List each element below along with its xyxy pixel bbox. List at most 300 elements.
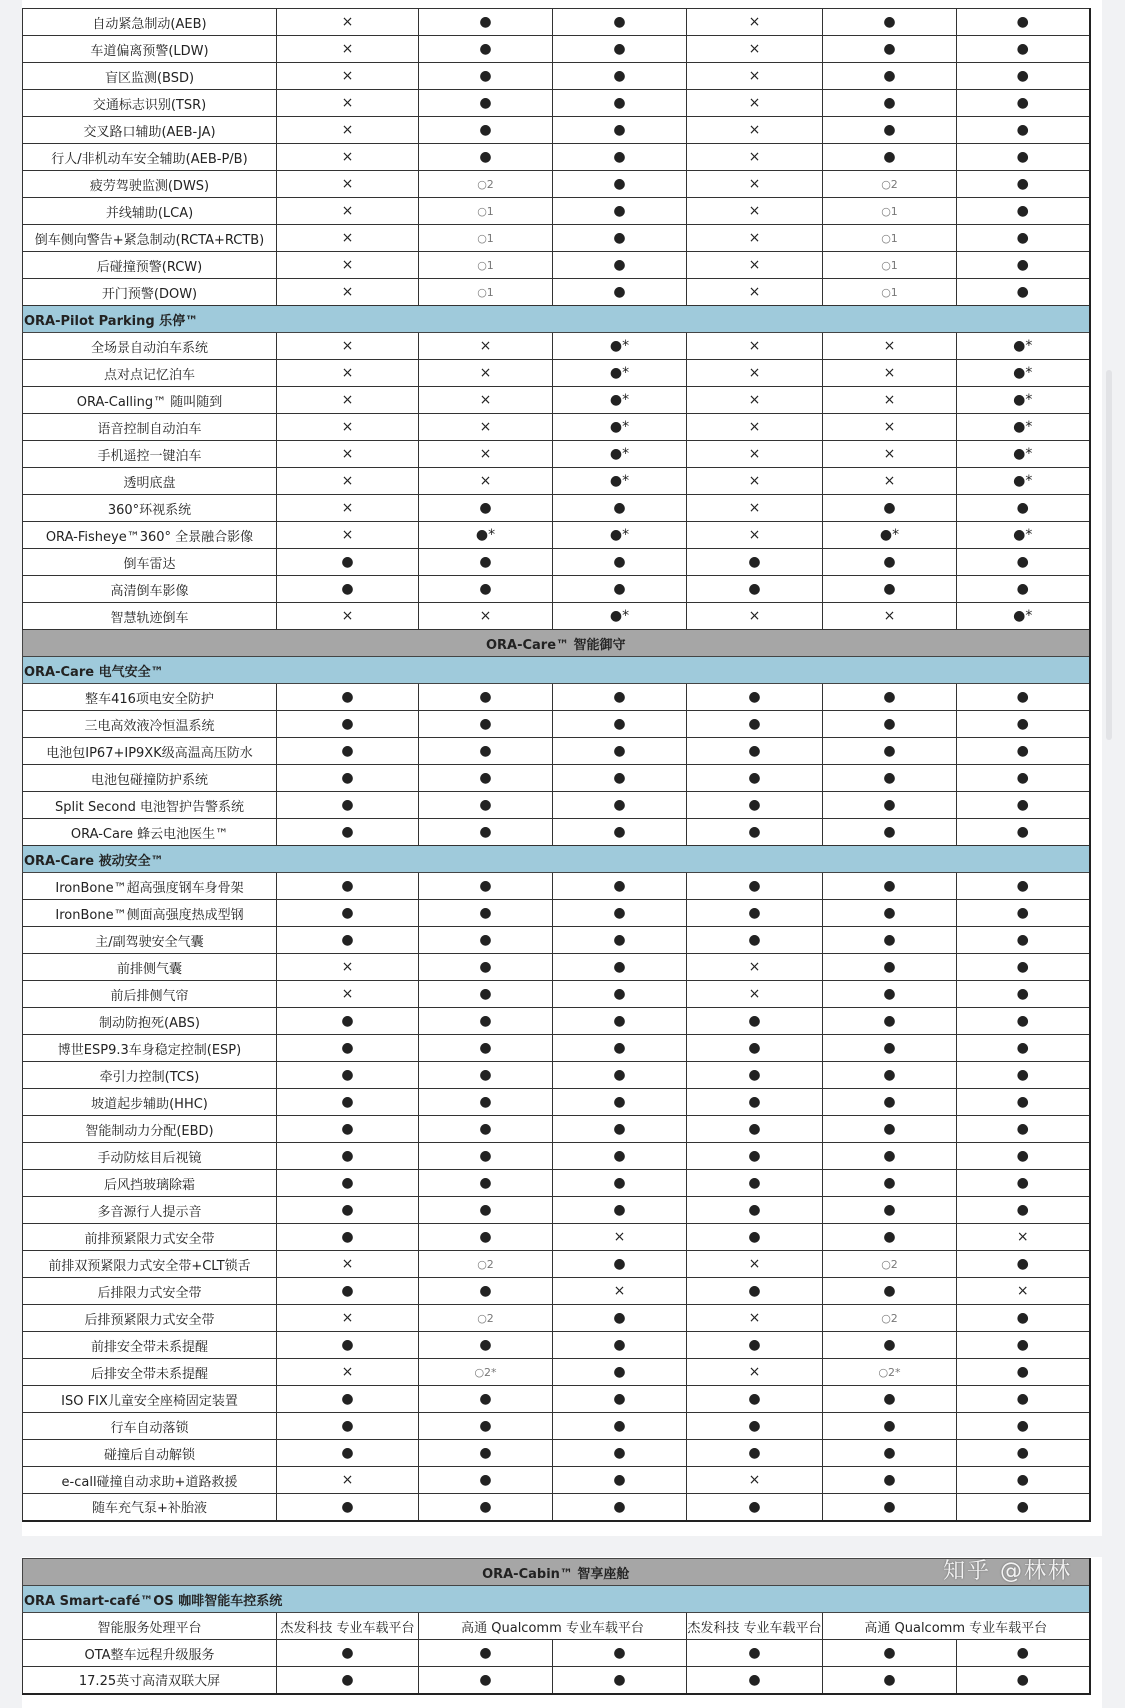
table-row xyxy=(23,36,1090,63)
standard-mark: ● xyxy=(1016,1013,1029,1029)
standard-mark: ● xyxy=(748,1094,761,1110)
value-cell xyxy=(277,1062,419,1089)
value-cell xyxy=(957,1224,1090,1251)
value-cell xyxy=(823,1035,957,1062)
value-cell xyxy=(823,1494,957,1521)
table-row xyxy=(23,819,1090,846)
standard-mark: ● xyxy=(1016,1202,1029,1218)
value-cell xyxy=(957,1251,1090,1278)
feature-label: 手动防炫目后视镜 xyxy=(23,1143,277,1170)
standard-mark: ● xyxy=(748,1202,761,1218)
not-available-mark: × xyxy=(748,1256,761,1272)
feature-label: Split Second 电池智护告警系统 xyxy=(23,792,277,819)
not-available-mark: × xyxy=(479,338,492,354)
value-cell xyxy=(957,1116,1090,1143)
spec-table-cabin xyxy=(22,1558,1091,1695)
standard-mark: ● xyxy=(1016,1645,1029,1661)
value-cell xyxy=(553,63,687,90)
value-cell xyxy=(687,1386,823,1413)
standard-mark: ● xyxy=(341,905,354,921)
scrollbar[interactable] xyxy=(1106,370,1112,740)
value-cell xyxy=(419,387,553,414)
value-cell xyxy=(823,1089,957,1116)
table-row xyxy=(23,1224,1090,1251)
value-cell xyxy=(277,1170,419,1197)
value-cell xyxy=(419,198,553,225)
feature-label: 电池包碰撞防护系统 xyxy=(23,765,277,792)
not-available-mark: × xyxy=(341,338,354,354)
standard-mark: ● xyxy=(883,824,896,840)
value-cell xyxy=(823,36,957,63)
standard-mark: ● xyxy=(479,149,492,165)
standard-mark: ● xyxy=(883,1202,896,1218)
value-cell xyxy=(553,1035,687,1062)
value-cell xyxy=(957,117,1090,144)
table-row xyxy=(23,1089,1090,1116)
standard-mark: ● xyxy=(1016,1472,1029,1488)
not-available-mark: × xyxy=(748,95,761,111)
table-row xyxy=(23,900,1090,927)
value-cell xyxy=(553,1494,687,1521)
value-cell xyxy=(957,954,1090,981)
value-cell xyxy=(687,225,823,252)
feature-label: ORA-Calling™ 随叫随到 xyxy=(23,387,277,414)
table-row xyxy=(23,252,1090,279)
value-cell xyxy=(419,765,553,792)
standard-mark: ● xyxy=(613,1418,626,1434)
standard-mark: ● xyxy=(613,1067,626,1083)
standard-mark: ● xyxy=(341,1040,354,1056)
standard-mark: ● xyxy=(1016,824,1029,840)
value-cell xyxy=(687,414,823,441)
standard-mark: ● xyxy=(341,1094,354,1110)
standard-mark: ● xyxy=(613,257,626,273)
feature-label: 行人/非机动车安全辅助(AEB-P/B) xyxy=(23,144,277,171)
value-cell xyxy=(687,1305,823,1332)
value-cell xyxy=(823,1062,957,1089)
value-cell xyxy=(419,90,553,117)
feature-label: 智能服务处理平台 xyxy=(23,1613,277,1640)
value-cell xyxy=(277,495,419,522)
standard-mark: ●* xyxy=(1013,392,1033,408)
standard-mark: ● xyxy=(883,986,896,1002)
standard-mark: ● xyxy=(748,1040,761,1056)
value-cell xyxy=(419,792,553,819)
table-row xyxy=(23,279,1090,306)
platform-cell: 杰发科技 专业车载平台 xyxy=(277,1613,419,1640)
not-available-mark: × xyxy=(341,95,354,111)
standard-mark: ● xyxy=(748,1121,761,1137)
value-cell xyxy=(419,549,553,576)
standard-mark: ● xyxy=(613,284,626,300)
standard-mark: ● xyxy=(341,1498,354,1515)
standard-mark: ● xyxy=(883,1498,896,1515)
standard-mark: ● xyxy=(613,122,626,138)
value-cell xyxy=(277,1008,419,1035)
value-cell xyxy=(277,225,419,252)
table-row xyxy=(23,387,1090,414)
standard-mark: ● xyxy=(613,203,626,219)
feature-label: 博世ESP9.3车身稳定控制(ESP) xyxy=(23,1035,277,1062)
optional-mark: ○1 xyxy=(477,204,494,218)
value-cell xyxy=(823,603,957,630)
standard-mark: ● xyxy=(613,149,626,165)
not-available-mark: × xyxy=(748,203,761,219)
value-cell xyxy=(419,171,553,198)
not-available-mark: × xyxy=(479,392,492,408)
standard-mark: ● xyxy=(1016,230,1029,246)
standard-mark: ● xyxy=(479,1067,492,1083)
standard-mark: ● xyxy=(1016,797,1029,813)
table-row xyxy=(23,171,1090,198)
value-cell xyxy=(553,603,687,630)
table-row xyxy=(23,90,1090,117)
not-available-mark: × xyxy=(748,527,761,543)
standard-mark: ● xyxy=(1016,1364,1029,1380)
value-cell xyxy=(823,1251,957,1278)
value-cell xyxy=(823,1305,957,1332)
standard-mark: ● xyxy=(883,1472,896,1488)
feature-label: 自动紧急制动(AEB) xyxy=(23,9,277,36)
value-cell xyxy=(687,198,823,225)
feature-label: 高清倒车影像 xyxy=(23,576,277,603)
value-cell xyxy=(419,414,553,441)
table-row xyxy=(23,1062,1090,1089)
standard-mark: ● xyxy=(748,797,761,813)
value-cell xyxy=(957,765,1090,792)
standard-mark: ● xyxy=(479,1040,492,1056)
feature-label: ISO FIX儿童安全座椅固定装置 xyxy=(23,1386,277,1413)
value-cell xyxy=(553,387,687,414)
value-cell xyxy=(419,873,553,900)
optional-mark: ○1 xyxy=(477,285,494,299)
feature-label: 17.25英寸高清双联大屏 xyxy=(23,1667,277,1694)
value-cell xyxy=(553,684,687,711)
table-row xyxy=(23,765,1090,792)
value-cell xyxy=(957,603,1090,630)
value-cell xyxy=(957,738,1090,765)
standard-mark: ● xyxy=(341,770,354,786)
standard-mark: ● xyxy=(748,1175,761,1191)
value-cell xyxy=(553,1008,687,1035)
value-cell xyxy=(553,873,687,900)
standard-mark: ● xyxy=(613,905,626,921)
standard-mark: ● xyxy=(883,905,896,921)
value-cell xyxy=(687,9,823,36)
value-cell xyxy=(687,1116,823,1143)
standard-mark: ● xyxy=(613,1040,626,1056)
standard-mark: ●* xyxy=(475,527,496,543)
not-available-mark: × xyxy=(479,446,492,462)
standard-mark: ● xyxy=(479,1121,492,1137)
value-cell xyxy=(553,360,687,387)
standard-mark: ● xyxy=(883,500,896,516)
value-cell xyxy=(277,333,419,360)
value-cell xyxy=(277,603,419,630)
standard-mark: ● xyxy=(883,932,896,948)
feature-label: 手机遥控一键泊车 xyxy=(23,441,277,468)
platform-row xyxy=(23,1613,1090,1640)
value-cell xyxy=(957,1467,1090,1494)
feature-label: 主/副驾驶安全气囊 xyxy=(23,927,277,954)
standard-mark: ● xyxy=(1016,581,1029,597)
value-cell xyxy=(687,738,823,765)
table-row xyxy=(23,1116,1090,1143)
value-cell xyxy=(687,90,823,117)
standard-mark: ● xyxy=(883,1121,896,1137)
value-cell xyxy=(823,414,957,441)
standard-mark: ● xyxy=(1016,41,1029,57)
feature-label: 前排侧气囊 xyxy=(23,954,277,981)
standard-mark: ● xyxy=(613,1498,626,1515)
standard-mark: ● xyxy=(748,1498,761,1515)
not-available-mark: × xyxy=(341,203,354,219)
standard-mark: ● xyxy=(1016,878,1029,894)
platform-cell: 高通 Qualcomm 专业车载平台 xyxy=(823,1613,1090,1640)
table-row xyxy=(23,738,1090,765)
value-cell xyxy=(553,1467,687,1494)
table-row xyxy=(23,549,1090,576)
value-cell xyxy=(553,495,687,522)
standard-mark: ● xyxy=(883,689,896,705)
not-available-mark: × xyxy=(341,446,354,462)
standard-mark: ● xyxy=(479,986,492,1002)
standard-mark: ● xyxy=(1016,932,1029,948)
table-row xyxy=(23,63,1090,90)
standard-mark: ● xyxy=(341,1121,354,1137)
value-cell xyxy=(553,1089,687,1116)
value-cell xyxy=(553,441,687,468)
standard-mark: ● xyxy=(613,797,626,813)
feature-label: IronBone™侧面高强度热成型钢 xyxy=(23,900,277,927)
standard-mark: ● xyxy=(479,1202,492,1218)
value-cell xyxy=(419,927,553,954)
value-cell xyxy=(553,819,687,846)
not-available-mark: × xyxy=(748,68,761,84)
value-cell xyxy=(687,765,823,792)
feature-label: 交通标志识别(TSR) xyxy=(23,90,277,117)
table-row xyxy=(23,198,1090,225)
value-cell xyxy=(957,873,1090,900)
value-cell xyxy=(277,36,419,63)
standard-mark: ●* xyxy=(609,473,630,489)
value-cell xyxy=(687,1278,823,1305)
not-available-mark: × xyxy=(748,986,761,1002)
standard-mark: ● xyxy=(1016,1121,1029,1137)
value-cell xyxy=(419,144,553,171)
table-row xyxy=(23,1278,1090,1305)
standard-mark: ● xyxy=(613,68,626,84)
value-cell xyxy=(957,1332,1090,1359)
table-row xyxy=(23,1170,1090,1197)
standard-mark: ● xyxy=(1016,1445,1029,1461)
value-cell xyxy=(553,279,687,306)
section-title: ORA-Care 被动安全™ xyxy=(23,846,1090,873)
table-row xyxy=(23,684,1090,711)
value-cell xyxy=(553,252,687,279)
not-available-mark: × xyxy=(341,473,354,489)
not-available-mark: × xyxy=(479,473,492,489)
standard-mark: ● xyxy=(1016,122,1029,138)
standard-mark: ● xyxy=(1016,257,1029,273)
value-cell xyxy=(823,738,957,765)
table-row xyxy=(23,1332,1090,1359)
value-cell xyxy=(553,144,687,171)
not-available-mark: × xyxy=(748,1310,761,1326)
value-cell xyxy=(823,360,957,387)
value-cell xyxy=(419,684,553,711)
standard-mark: ● xyxy=(1016,284,1029,300)
value-cell xyxy=(277,927,419,954)
feature-label: 随车充气泵+补胎液 xyxy=(23,1494,277,1521)
standard-mark: ● xyxy=(883,1418,896,1434)
optional-mark: ○1 xyxy=(881,285,898,299)
value-cell xyxy=(687,576,823,603)
not-available-mark: × xyxy=(479,365,492,381)
standard-mark: ● xyxy=(613,1256,626,1272)
value-cell xyxy=(277,1494,419,1521)
value-cell xyxy=(277,1089,419,1116)
value-cell xyxy=(823,441,957,468)
feature-label: 透明底盘 xyxy=(23,468,277,495)
standard-mark: ●* xyxy=(609,527,630,543)
value-cell xyxy=(823,981,957,1008)
value-cell xyxy=(823,1667,957,1694)
not-available-mark: × xyxy=(883,365,896,381)
value-cell xyxy=(687,927,823,954)
value-cell xyxy=(553,1143,687,1170)
standard-mark: ● xyxy=(479,1094,492,1110)
value-cell xyxy=(277,468,419,495)
not-available-mark: × xyxy=(341,41,354,57)
not-available-mark: × xyxy=(341,14,354,30)
value-cell xyxy=(553,576,687,603)
standard-mark: ● xyxy=(341,554,354,570)
not-available-mark: × xyxy=(748,257,761,273)
value-cell xyxy=(277,279,419,306)
value-cell xyxy=(687,1089,823,1116)
value-cell xyxy=(419,1386,553,1413)
standard-mark: ●* xyxy=(1013,527,1033,543)
standard-mark: ● xyxy=(479,1337,492,1353)
value-cell xyxy=(553,738,687,765)
standard-mark: ● xyxy=(883,1175,896,1191)
not-available-mark: × xyxy=(748,392,761,408)
standard-mark: ● xyxy=(613,878,626,894)
not-available-mark: × xyxy=(341,959,354,975)
standard-mark: ● xyxy=(748,1645,761,1661)
value-cell xyxy=(277,360,419,387)
optional-mark: ○2 xyxy=(881,177,898,191)
standard-mark: ● xyxy=(1016,1148,1029,1164)
value-cell xyxy=(419,1494,553,1521)
value-cell xyxy=(419,1008,553,1035)
standard-mark: ● xyxy=(341,1337,354,1353)
standard-mark: ● xyxy=(613,1121,626,1137)
standard-mark: ● xyxy=(479,1671,492,1688)
standard-mark: ● xyxy=(479,1418,492,1434)
value-cell xyxy=(553,36,687,63)
not-available-mark: × xyxy=(883,338,896,354)
value-cell xyxy=(553,117,687,144)
standard-mark: ● xyxy=(883,878,896,894)
value-cell xyxy=(419,1089,553,1116)
not-available-mark: × xyxy=(479,608,492,624)
standard-mark: ● xyxy=(883,1067,896,1083)
table-row xyxy=(23,1035,1090,1062)
value-cell xyxy=(957,198,1090,225)
standard-mark: ● xyxy=(341,932,354,948)
value-cell xyxy=(823,90,957,117)
value-cell xyxy=(277,1467,419,1494)
standard-mark: ● xyxy=(479,122,492,138)
value-cell xyxy=(687,1008,823,1035)
standard-mark: ● xyxy=(1016,743,1029,759)
standard-mark: ● xyxy=(341,1175,354,1191)
standard-mark: ● xyxy=(341,878,354,894)
standard-mark: ● xyxy=(479,743,492,759)
standard-mark: ● xyxy=(613,1148,626,1164)
section-header-blue xyxy=(23,1586,1090,1613)
value-cell xyxy=(823,171,957,198)
feature-label: 后风挡玻璃除霜 xyxy=(23,1170,277,1197)
value-cell xyxy=(419,981,553,1008)
value-cell xyxy=(687,981,823,1008)
value-cell xyxy=(823,1008,957,1035)
standard-mark: ● xyxy=(883,14,896,30)
value-cell xyxy=(277,441,419,468)
table-row xyxy=(23,1467,1090,1494)
value-cell xyxy=(553,792,687,819)
value-cell xyxy=(277,549,419,576)
standard-mark: ● xyxy=(748,689,761,705)
standard-mark: ● xyxy=(479,1148,492,1164)
not-available-mark: × xyxy=(341,500,354,516)
value-cell xyxy=(957,684,1090,711)
section-header-blue xyxy=(23,306,1090,333)
standard-mark: ●* xyxy=(1013,365,1033,381)
value-cell xyxy=(823,900,957,927)
standard-mark: ● xyxy=(748,1148,761,1164)
value-cell xyxy=(419,1359,553,1386)
value-cell xyxy=(277,1640,419,1667)
standard-mark: ● xyxy=(883,770,896,786)
not-available-mark: × xyxy=(341,608,354,624)
standard-mark: ● xyxy=(883,716,896,732)
standard-mark: ● xyxy=(341,581,354,597)
standard-mark: ● xyxy=(613,1175,626,1191)
value-cell xyxy=(687,1251,823,1278)
table-row xyxy=(23,1440,1090,1467)
standard-mark: ● xyxy=(883,1283,896,1299)
standard-mark: ● xyxy=(748,1391,761,1407)
standard-mark: ●* xyxy=(609,419,630,435)
section-title: ORA-Care 电气安全™ xyxy=(23,657,1090,684)
value-cell xyxy=(277,90,419,117)
watermark: 知乎 @林林 xyxy=(943,1559,1072,1584)
standard-mark: ● xyxy=(883,1094,896,1110)
feature-label: 倒车侧向警告+紧急制动(RCTA+RCTB) xyxy=(23,225,277,252)
not-available-mark: × xyxy=(748,338,761,354)
value-cell xyxy=(419,1440,553,1467)
standard-mark: ● xyxy=(479,1445,492,1461)
value-cell xyxy=(553,1224,687,1251)
standard-mark: ● xyxy=(341,824,354,840)
feature-label: 车道偏离预警(LDW) xyxy=(23,36,277,63)
section-title: ORA-Pilot Parking 乐停™ xyxy=(23,306,1090,333)
standard-mark: ● xyxy=(883,959,896,975)
not-available-mark: × xyxy=(613,1229,626,1245)
